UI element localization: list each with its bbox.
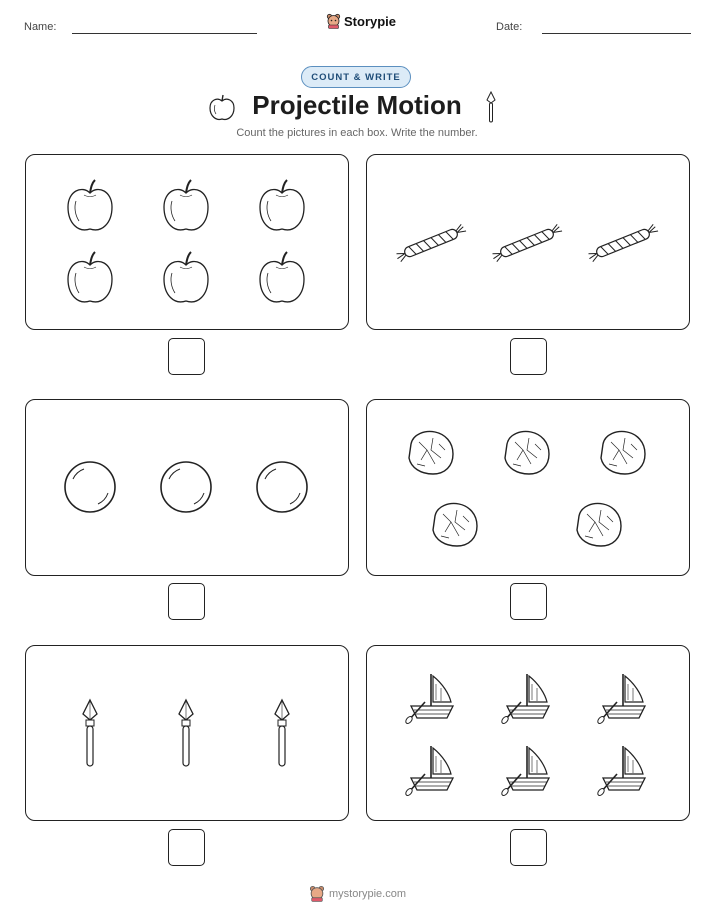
card-balls bbox=[25, 399, 349, 576]
rock-icon bbox=[433, 504, 477, 547]
date-line[interactable] bbox=[542, 33, 691, 34]
name-label: Name: bbox=[24, 21, 57, 33]
boat-icon bbox=[597, 674, 645, 725]
card-apples bbox=[25, 154, 349, 330]
boat-icon bbox=[405, 674, 453, 725]
boat-icon bbox=[597, 746, 645, 797]
rock-icon bbox=[505, 432, 549, 475]
name-line[interactable] bbox=[72, 33, 257, 34]
rope-icon bbox=[490, 224, 563, 263]
answer-box-4[interactable] bbox=[510, 583, 547, 620]
ball-icon bbox=[257, 462, 307, 512]
rope-icon bbox=[394, 224, 467, 263]
answer-box-2[interactable] bbox=[510, 338, 547, 375]
instructions: Count the pictures in each box. Write the number. bbox=[236, 127, 478, 139]
page-title: Projectile Motion bbox=[252, 90, 462, 120]
apple-icon bbox=[164, 180, 208, 230]
count-write-badge: COUNT & WRITE bbox=[301, 66, 411, 88]
apples-group bbox=[26, 155, 347, 328]
card-spears bbox=[25, 645, 349, 821]
bear-icon bbox=[309, 885, 325, 902]
ball-icon bbox=[161, 462, 211, 512]
footer-url[interactable]: mystorypie.com bbox=[329, 887, 407, 900]
ball-icon bbox=[65, 462, 115, 512]
rock-icon bbox=[577, 504, 621, 547]
card-ropes bbox=[366, 154, 690, 330]
bear-icon bbox=[326, 13, 341, 29]
spear-icon bbox=[484, 91, 498, 123]
card-boats bbox=[366, 645, 690, 821]
brand-name: Storypie bbox=[344, 13, 397, 29]
footer bbox=[309, 885, 406, 902]
ropes-group bbox=[367, 155, 688, 328]
boat-icon bbox=[501, 746, 549, 797]
apple-icon bbox=[260, 180, 304, 230]
spear-icon bbox=[83, 700, 97, 766]
apple-icon bbox=[260, 252, 304, 302]
apple-icon bbox=[68, 180, 112, 230]
boat-icon bbox=[501, 674, 549, 725]
apple-icon bbox=[68, 252, 112, 302]
answer-box-6[interactable] bbox=[510, 829, 547, 866]
rope-icon bbox=[586, 224, 659, 263]
rock-icon bbox=[409, 432, 453, 475]
card-rocks bbox=[366, 399, 690, 576]
answer-box-1[interactable] bbox=[168, 338, 205, 375]
apple-icon bbox=[164, 252, 208, 302]
balls-group bbox=[26, 400, 347, 574]
boat-icon bbox=[405, 746, 453, 797]
rock-icon bbox=[601, 432, 645, 475]
date-label: Date: bbox=[496, 21, 523, 33]
boats-group bbox=[367, 646, 688, 819]
rocks-group bbox=[367, 400, 688, 574]
spear-icon bbox=[179, 700, 193, 766]
spears-group bbox=[26, 646, 347, 819]
brand-logo bbox=[326, 13, 396, 29]
spear-icon bbox=[275, 700, 289, 766]
answer-box-3[interactable] bbox=[168, 583, 205, 620]
answer-box-5[interactable] bbox=[168, 829, 205, 866]
